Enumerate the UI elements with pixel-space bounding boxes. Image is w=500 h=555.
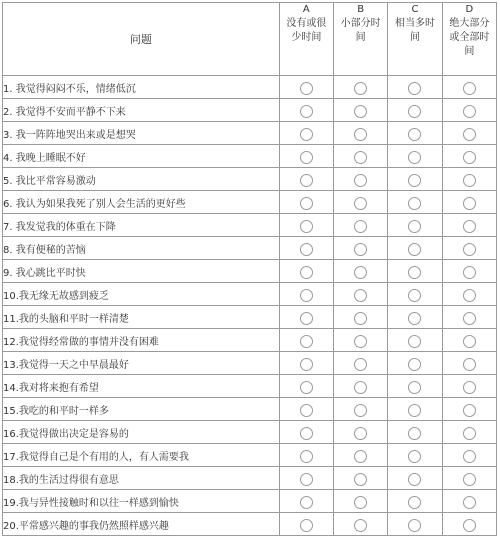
- option-c-radio[interactable]: [408, 220, 421, 233]
- table-row: [3, 421, 497, 444]
- option-b-cell: [334, 398, 388, 421]
- option-d-cell: [442, 76, 496, 99]
- option-a-radio[interactable]: [300, 427, 313, 440]
- option-c-radio[interactable]: [408, 243, 421, 256]
- option-c-cell: [388, 306, 442, 329]
- question-text: 19.我与异性接触时和以往一样感到愉快: [3, 490, 280, 513]
- option-d-cell: [442, 122, 496, 145]
- option-a-radio[interactable]: [300, 289, 313, 302]
- option-a-radio[interactable]: [300, 312, 313, 325]
- option-d-radio[interactable]: [463, 151, 476, 164]
- option-d-letter: D: [465, 4, 474, 15]
- question-text: 20.平常感兴趣的事我仍然照样感兴趣: [3, 513, 280, 536]
- option-c-radio[interactable]: [408, 381, 421, 394]
- question-rows: [3, 76, 497, 536]
- option-b-radio[interactable]: [354, 519, 367, 532]
- question-text: 17.我觉得自己是个有用的人，有人需要我: [3, 444, 280, 467]
- option-d-cell: [442, 375, 496, 398]
- option-a-radio[interactable]: [300, 358, 313, 371]
- option-d-radio[interactable]: [463, 312, 476, 325]
- option-c-radio[interactable]: [408, 82, 421, 95]
- option-b-radio[interactable]: [354, 105, 367, 118]
- option-b-cell: [334, 76, 388, 99]
- option-a-radio[interactable]: [300, 450, 313, 463]
- option-d-cell: [442, 214, 496, 237]
- option-d-cell: [442, 145, 496, 168]
- survey-table: [2, 2, 497, 536]
- option-c-radio[interactable]: [408, 312, 421, 325]
- option-b-radio[interactable]: [354, 427, 367, 440]
- option-b-cell: [334, 352, 388, 375]
- option-a-radio[interactable]: [300, 105, 313, 118]
- option-a-radio[interactable]: [300, 404, 313, 417]
- option-a-cell: [279, 467, 333, 490]
- option-c-cell: [388, 214, 442, 237]
- option-c-cell: [388, 467, 442, 490]
- option-b-letter: B: [357, 4, 365, 15]
- table-row: [3, 145, 497, 168]
- option-a-cell: [279, 191, 333, 214]
- option-b-cell: [334, 168, 388, 191]
- question-text: 12.我觉得经常做的事情并没有困难: [3, 329, 280, 352]
- option-a-radio[interactable]: [300, 174, 313, 187]
- option-a-header: [279, 3, 333, 76]
- option-d-cell: [442, 283, 496, 306]
- option-c-radio[interactable]: [408, 404, 421, 417]
- option-a-cell: [279, 398, 333, 421]
- option-b-cell: [334, 260, 388, 283]
- option-b-cell: [334, 99, 388, 122]
- option-d-radio[interactable]: [463, 358, 476, 371]
- option-b-cell: [334, 444, 388, 467]
- option-a-radio[interactable]: [300, 128, 313, 141]
- option-d-cell: [442, 168, 496, 191]
- option-b-radio[interactable]: [354, 266, 367, 279]
- option-d-cell: [442, 306, 496, 329]
- question-text: 13.我觉得一天之中早晨最好: [3, 352, 280, 375]
- option-c-cell: [388, 168, 442, 191]
- table-row: [3, 99, 497, 122]
- option-b-cell: [334, 513, 388, 536]
- option-c-cell: [388, 352, 442, 375]
- option-a-cell: [279, 237, 333, 260]
- option-a-cell: [279, 168, 333, 191]
- option-b-cell: [334, 191, 388, 214]
- question-text: 2. 我觉得不安而平静不下来: [3, 99, 280, 122]
- option-b-cell: [334, 306, 388, 329]
- option-a-radio[interactable]: [300, 220, 313, 233]
- question-text: 7. 我发觉我的体重在下降: [3, 214, 280, 237]
- question-text: 10.我无缘无故感到疲乏: [3, 283, 280, 306]
- option-b-header: [334, 3, 388, 76]
- option-b-radio[interactable]: [354, 358, 367, 371]
- option-d-radio[interactable]: [463, 289, 476, 302]
- option-c-cell: [388, 260, 442, 283]
- option-a-radio[interactable]: [300, 335, 313, 348]
- option-b-radio[interactable]: [354, 82, 367, 95]
- option-a-radio[interactable]: [300, 151, 313, 164]
- table-row: [3, 490, 497, 513]
- option-c-label: 相当多时间: [394, 18, 435, 43]
- option-a-radio[interactable]: [300, 266, 313, 279]
- option-d-radio[interactable]: [463, 427, 476, 440]
- question-text: 9. 我心跳比平时快: [3, 260, 280, 283]
- option-b-radio[interactable]: [354, 496, 367, 509]
- option-a-cell: [279, 260, 333, 283]
- option-c-radio[interactable]: [408, 519, 421, 532]
- option-b-radio[interactable]: [354, 312, 367, 325]
- option-d-radio[interactable]: [463, 82, 476, 95]
- option-a-radio[interactable]: [300, 496, 313, 509]
- option-c-cell: [388, 421, 442, 444]
- option-d-radio[interactable]: [463, 404, 476, 417]
- table-row: [3, 352, 497, 375]
- option-d-cell: [442, 191, 496, 214]
- option-c-cell: [388, 398, 442, 421]
- option-d-radio[interactable]: [463, 105, 476, 118]
- option-a-cell: [279, 444, 333, 467]
- question-text: 16.我觉得做出决定是容易的: [3, 421, 280, 444]
- option-c-cell: [388, 145, 442, 168]
- question-text: 14.我对将来抱有希望: [3, 375, 280, 398]
- table-row: [3, 283, 497, 306]
- table-row: [3, 237, 497, 260]
- option-d-label: 绝大部分或全部时间: [449, 18, 490, 57]
- option-d-radio[interactable]: [463, 335, 476, 348]
- option-d-cell: [442, 99, 496, 122]
- option-b-label: 小部分时间: [340, 18, 381, 43]
- table-row: [3, 375, 497, 398]
- question-text: 1. 我觉得闷闷不乐，情绪低沉: [3, 76, 280, 99]
- option-d-radio[interactable]: [463, 243, 476, 256]
- option-d-header: [442, 3, 496, 76]
- table-row: [3, 306, 497, 329]
- option-d-radio[interactable]: [463, 519, 476, 532]
- option-a-cell: [279, 99, 333, 122]
- option-c-cell: [388, 99, 442, 122]
- option-c-cell: [388, 444, 442, 467]
- table-row: [3, 513, 497, 536]
- option-a-cell: [279, 145, 333, 168]
- option-d-radio[interactable]: [463, 197, 476, 210]
- option-d-radio[interactable]: [463, 128, 476, 141]
- option-b-cell: [334, 467, 388, 490]
- option-a-cell: [279, 490, 333, 513]
- option-c-radio[interactable]: [408, 450, 421, 463]
- option-c-radio[interactable]: [408, 151, 421, 164]
- option-c-cell: [388, 237, 442, 260]
- option-c-radio[interactable]: [408, 289, 421, 302]
- table-row: [3, 191, 497, 214]
- option-c-cell: [388, 329, 442, 352]
- option-b-radio[interactable]: [354, 289, 367, 302]
- option-c-radio[interactable]: [408, 427, 421, 440]
- option-a-cell: [279, 375, 333, 398]
- table-row: [3, 467, 497, 490]
- option-d-radio[interactable]: [463, 496, 476, 509]
- option-d-radio[interactable]: [463, 381, 476, 394]
- option-c-cell: [388, 490, 442, 513]
- option-d-radio[interactable]: [463, 220, 476, 233]
- option-c-radio[interactable]: [408, 473, 421, 486]
- question-text: 15.我吃的和平时一样多: [3, 398, 280, 421]
- option-d-radio[interactable]: [463, 450, 476, 463]
- option-c-radio[interactable]: [408, 496, 421, 509]
- question-column-header: 问题: [3, 3, 280, 76]
- option-b-radio[interactable]: [354, 197, 367, 210]
- option-a-radio[interactable]: [300, 381, 313, 394]
- option-a-cell: [279, 76, 333, 99]
- option-b-radio[interactable]: [354, 381, 367, 394]
- question-text: 4. 我晚上睡眠不好: [3, 145, 280, 168]
- option-b-radio[interactable]: [354, 450, 367, 463]
- table-row: [3, 214, 497, 237]
- option-c-cell: [388, 375, 442, 398]
- option-d-cell: [442, 329, 496, 352]
- table-row: [3, 398, 497, 421]
- option-a-cell: [279, 283, 333, 306]
- option-b-cell: [334, 122, 388, 145]
- option-c-cell: [388, 191, 442, 214]
- option-d-radio[interactable]: [463, 174, 476, 187]
- option-a-radio[interactable]: [300, 243, 313, 256]
- option-a-cell: [279, 329, 333, 352]
- table-row: [3, 168, 497, 191]
- option-b-cell: [334, 283, 388, 306]
- question-text: 11.我的头脑和平时一样清楚: [3, 306, 280, 329]
- table-row: [3, 260, 497, 283]
- option-d-radio[interactable]: [463, 473, 476, 486]
- table-row: [3, 329, 497, 352]
- option-a-cell: [279, 513, 333, 536]
- question-text: 8. 我有便秘的苦恼: [3, 237, 280, 260]
- option-a-radio[interactable]: [300, 473, 313, 486]
- option-b-radio[interactable]: [354, 174, 367, 187]
- option-a-cell: [279, 214, 333, 237]
- option-c-radio[interactable]: [408, 128, 421, 141]
- option-b-cell: [334, 490, 388, 513]
- option-c-radio[interactable]: [408, 358, 421, 371]
- question-text: 18.我的生活过得很有意思: [3, 467, 280, 490]
- option-d-radio[interactable]: [463, 266, 476, 279]
- option-a-radio[interactable]: [300, 82, 313, 95]
- option-b-cell: [334, 421, 388, 444]
- option-c-header: [388, 3, 442, 76]
- option-d-cell: [442, 467, 496, 490]
- option-b-cell: [334, 214, 388, 237]
- option-a-letter: A: [302, 4, 310, 15]
- option-b-cell: [334, 145, 388, 168]
- question-text: 5. 我比平常容易激动: [3, 168, 280, 191]
- option-b-radio[interactable]: [354, 128, 367, 141]
- table-row: [3, 76, 497, 99]
- table-row: [3, 444, 497, 467]
- question-text: 3. 我一阵阵地哭出来或是想哭: [3, 122, 280, 145]
- option-d-cell: [442, 352, 496, 375]
- option-b-radio[interactable]: [354, 220, 367, 233]
- option-a-label: 没有或很少时间: [286, 18, 327, 43]
- option-a-cell: [279, 352, 333, 375]
- option-d-cell: [442, 398, 496, 421]
- option-d-cell: [442, 490, 496, 513]
- option-b-radio[interactable]: [354, 473, 367, 486]
- option-c-radio[interactable]: [408, 197, 421, 210]
- option-a-radio[interactable]: [300, 519, 313, 532]
- option-c-letter: C: [411, 4, 419, 15]
- option-b-cell: [334, 375, 388, 398]
- option-b-cell: [334, 329, 388, 352]
- option-c-radio[interactable]: [408, 174, 421, 187]
- option-d-cell: [442, 260, 496, 283]
- table-row: [3, 122, 497, 145]
- option-c-radio[interactable]: [408, 266, 421, 279]
- option-a-cell: [279, 122, 333, 145]
- option-d-cell: [442, 237, 496, 260]
- option-a-cell: [279, 421, 333, 444]
- option-a-radio[interactable]: [300, 197, 313, 210]
- option-d-cell: [442, 513, 496, 536]
- option-b-radio[interactable]: [354, 151, 367, 164]
- option-c-cell: [388, 122, 442, 145]
- option-b-radio[interactable]: [354, 404, 367, 417]
- option-b-radio[interactable]: [354, 243, 367, 256]
- option-b-cell: [334, 237, 388, 260]
- option-a-cell: [279, 306, 333, 329]
- option-c-radio[interactable]: [408, 335, 421, 348]
- option-b-radio[interactable]: [354, 335, 367, 348]
- option-d-cell: [442, 444, 496, 467]
- option-c-cell: [388, 76, 442, 99]
- option-d-cell: [442, 421, 496, 444]
- option-c-radio[interactable]: [408, 105, 421, 118]
- question-text: 6. 我认为如果我死了别人会生活的更好些: [3, 191, 280, 214]
- header-row: [3, 3, 497, 76]
- option-c-cell: [388, 513, 442, 536]
- option-c-cell: [388, 283, 442, 306]
